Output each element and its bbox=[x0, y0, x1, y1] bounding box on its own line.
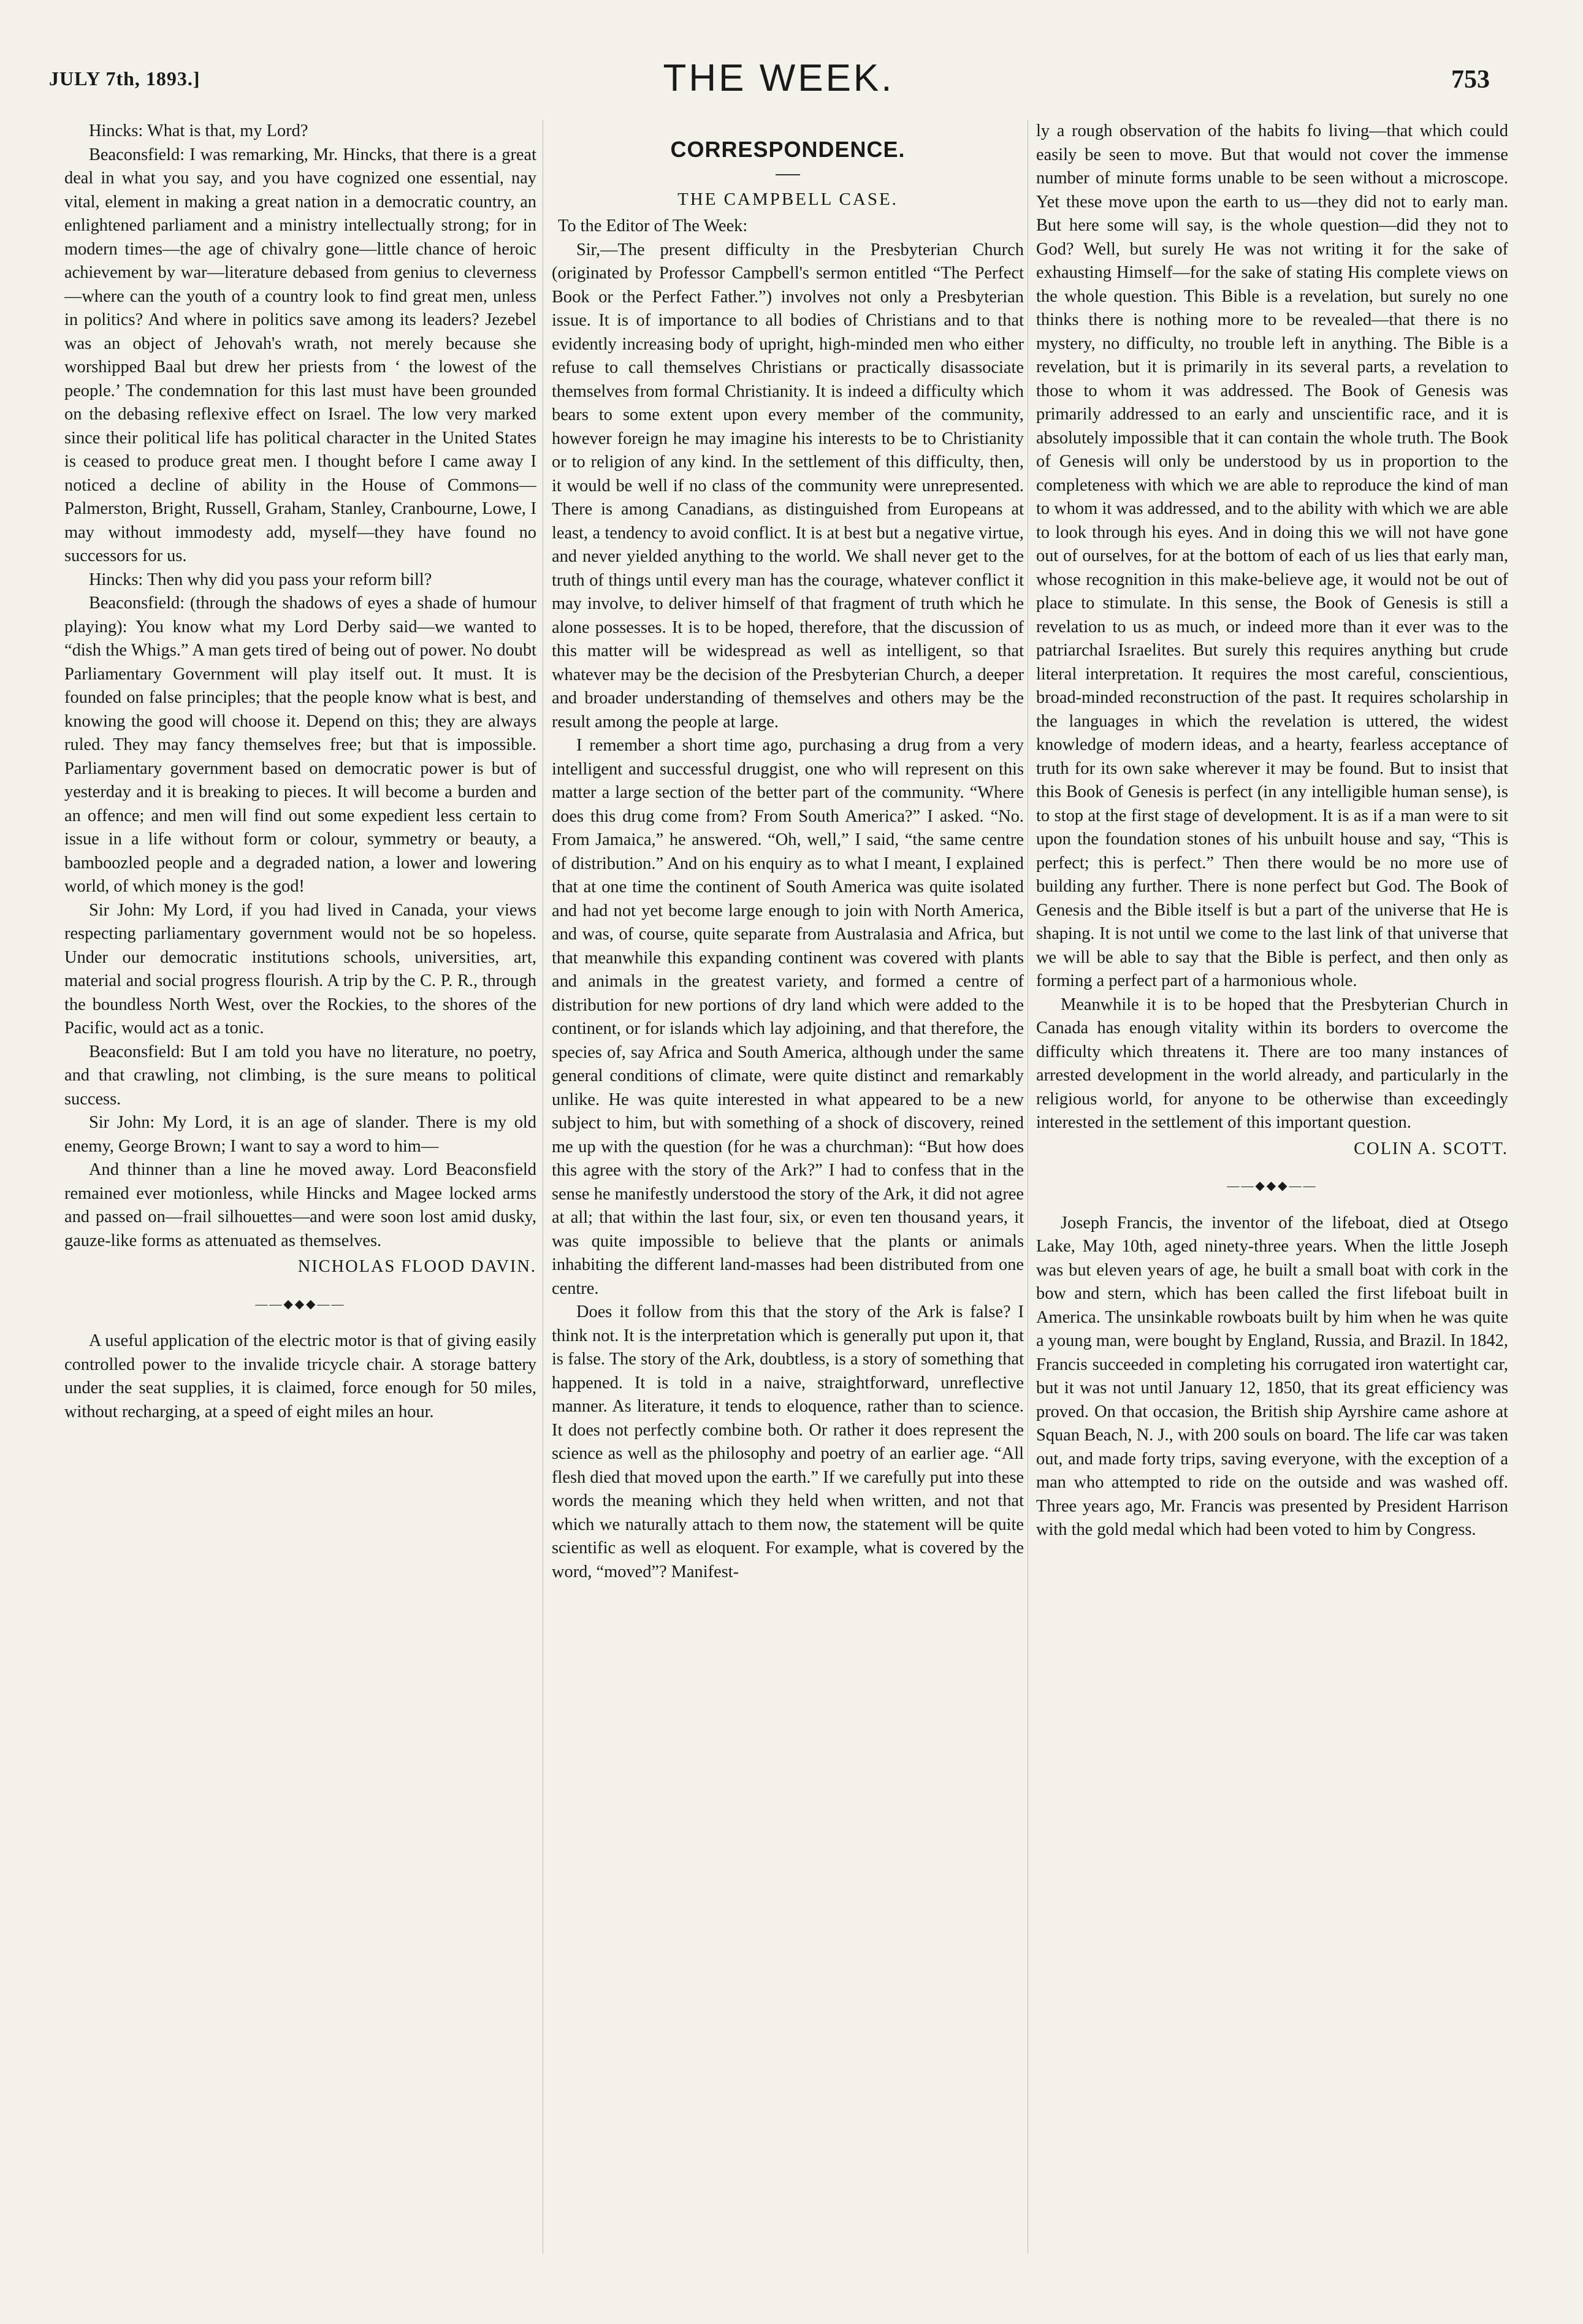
issue-date: JULY 7th, 1893.] bbox=[49, 67, 200, 90]
masthead bbox=[43, 43, 1514, 110]
article-title: THE CAMPBELL CASE. bbox=[677, 189, 898, 209]
author-signature: NICHOLAS FLOOD DAVIN. bbox=[297, 1257, 536, 1276]
heading-rule bbox=[776, 174, 800, 175]
letter-paragraph: I remember a short time ago, purchasing a drug from a very intelligent and successful druggist, one who will represent on this matter a large section of the better part of the community. “Where does this drug come from? From South America?” I asked. “No. From Jamaica,” he answered. “Oh, well,” I said, “the same centre of distribution.” And on his enquiry as to what I meant, I explained that at one time the continent of South America was quite isolated and had not yet become large enough to join with North America, and was, of course, quite separate from Australasia and Africa, but that meanwhile this expanding continent was covered with plants and animals in the greatest variety, and formed a centre of distribution for new portions of dry land which were added to the continent, or for islands which lay adjoining, and that therefore, the species of, say Africa and South America, although under the same general conditions of climate, were quite distinct and remarkably unlike. He was quite interested in what appeared to be a new subject to him, but with something of a shock of discovery, reined me up with the question (for he was a churchman): “But how does this agree with the story of the Ark?” I had to confess that in the sense he manifestly understood the story of the Ark, it did not agree at all; that within the last four, six, or even ten thousand years, it was quite impossible to believe that the plants or animals inhabiting the different land-masses had been distributed from one centre. bbox=[552, 736, 1024, 1298]
left-column bbox=[64, 120, 536, 2303]
dialogue-paragraph: Beaconsfield: But I am told you have no literature, no poetry, and that crawling, not climbing, is the sure means to political success. bbox=[64, 1042, 536, 1109]
publication-title: THE WEEK. bbox=[663, 57, 894, 99]
right-column bbox=[1036, 120, 1508, 2303]
dialogue-paragraph: Beaconsfield: (through the shadows of eyes a shade of humour playing): You know what my Lord Derby said—we wanted to “dish the Whigs.” A man gets tired of being out of power. No doubt Parliamentary Government will play itself out. It must. It is founded on false principles; that the people know what is best, and knowing the good will choose it. Depend on this; they are always ruled. They may fancy themselves free; but that is impossible. Parliamentary government based on democratic power is but of yesterday and it is breaking to pieces. It will become a burden and an offence; and men will find out some expedient less certain to issue in a life without form or colour, symmetry or beauty, a bamboozled people and a degraded nation, a lower and lowering world, of which money is the god! bbox=[64, 594, 536, 896]
letter-paragraph: Sir,—The present difficulty in the Presbyterian Church (originated by Professor Campbell's sermon entitled “The Perfect Book or the Perfect Father.”) involves not only a Presbyterian issue. It is of importance to all bodies of Christians and to that evidently increasing body of upright, high-minded men who either refuse to call themselves Christians or practically disassociate themselves from formal Christianity. It is indeed a difficulty which bears to some extent upon every member of the community, however foreign he may imagine his interests to be to Christianity or to religion of any kind. In the settlement of this difficulty, then, it would be well if no class of the community were unrepresented. There is among Canadians, as distinguished from Europeans at least, a tendency to avoid conflict. It is at best but a negative virtue, and never yielded anything to the world. We shall never get to the truth of things until every man has the courage, whatever conflict it may involve, to deliver himself of that fragment of truth which he alone possesses. It is to be hoped, therefore, that the discussion of this matter will be widespread as well as intelligent, so that whatever may be the decision of the Presbyterian Church, a deeper and broader understanding of themselves and others may be the result among the people at large. bbox=[552, 240, 1024, 732]
news-notice: A useful application of the electric motor is that of giving easily controlled power to the invalide tricycle chair. A storage battery under the seat supplies, it is claimed, force enough for 50 miles, without recharging, at a speed of eight miles an hour. bbox=[64, 1331, 536, 1421]
dialogue-paragraph: Hincks: Then why did you pass your reform bill? bbox=[89, 570, 432, 589]
section-ornament: ——◆◆◆—— bbox=[255, 1297, 346, 1311]
dialogue-paragraph: Sir John: My Lord, it is an age of slander. There is my old enemy, George Brown; I want to say a word to him— bbox=[64, 1113, 536, 1156]
dialogue-paragraph: Hincks: What is that, my Lord? bbox=[89, 121, 308, 140]
dialogue-paragraph: Sir John: My Lord, if you had lived in Canada, your views respecting parliamentary government would not be so hopeless. Under our democratic institutions schools, universities, art, material and social progress flourish. A trip by the C. P. R., through the boundless North West, over the Rockies, to the shores of the Pacific, would act as a tonic. bbox=[64, 900, 536, 1038]
dialogue-paragraph: And thinner than a line he moved away. Lord Beaconsfield remained ever motionless, while Hincks and Magee locked arms and passed on—frail silhouettes—and were soon lost amid dusky, gauze-like forms as attenuated as themselves. bbox=[64, 1160, 536, 1250]
middle-column bbox=[552, 120, 1024, 2303]
author-signature: COLIN A. SCOTT. bbox=[1354, 1139, 1508, 1158]
letter-salutation: To the Editor of The Week: bbox=[558, 216, 748, 235]
letter-paragraph: Meanwhile it is to be hoped that the Presbyterian Church in Canada has enough vitality within its borders to overcome the difficulty which threatens it. There are too many instances of arrested development in the world already, and particularly in the religious world, for anyone to be otherwise than exceedingly interested in the settlement of this important question. bbox=[1036, 995, 1508, 1132]
letter-paragraph: Does it follow from this that the story of the Ark is false? I think not. It is the interpretation which is generally put upon it, that is false. The story of the Ark, doubtless, is a story of something that happened. It is told in a naive, straightforward, unreflective manner. As literature, it tends to eloquence, rather than to science. It does not perfectly combine both. Or rather it does represent the science as well as the philosophy and poetry of an earlier age. “All flesh died that moved upon the earth.” If we carefully put into these words the meaning which they held when written, and not that which we naturally attach to them now, the statement will be quite scientific as well as eloquent. For example, what is covered by the word, “moved”? Manifest- bbox=[552, 1302, 1024, 1581]
page-number: 753 bbox=[1451, 66, 1490, 94]
dialogue-paragraph: Beaconsfield: I was remarking, Mr. Hincks, that there is a great deal in what you say, and you have cognized one essential, nay vital, element in making a great nation in a democratic country, an enlightened parliament and a ministry intellectually strong; for in modern times—the age of chivalry gone—little chance of heroic achievement by war—literature debased from genius to cleverness—where can the youth of a country look to find great men, unless in politics? And where in politics save among its leaders? Jezebel was an object of Jehovah's wrath, not merely because she worshipped Baal but drew her priests from ‘ the lowest of the people.’ The condemnation for this last must have been grounded on the debasing reflexive effect on Israel. The low very marked since their political life has political character in the United States is ceased to produce great men. I thought before I came away I noticed a decline of ability in the House of Commons—Palmerston, Bright, Russell, Graham, Stanley, Cranbourne, Lowe, I may without immodesty add, myself—they have found no successors for us. bbox=[64, 145, 536, 565]
section-ornament: ——◆◆◆—— bbox=[1227, 1179, 1318, 1193]
news-notice: Joseph Francis, the inventor of the lifeboat, died at Otsego Lake, May 10th, aged ninety-three years. When the little Joseph was but eleven years of age, he built a small boat with cork in the bow and stern, which has been called the first lifeboat built in America. The unsinkable rowboats built by him when he was quite a young man, were bought by England, Russia, and Brazil. In 1842, Francis succeeded in completing his corrugated iron watertight car, but it was not until January 12, 1850, that its great efficiency was proved. On that occasion, the British ship Ayrshire came ashore at Squan Beach, N. J., with 200 souls on board. The life car was taken out, and made forty trips, saving everyone, with the exception of a man who attempted to ride on the outside and was washed off. Three years ago, Mr. Francis was presented by President Harrison with the gold medal which had been voted to him by Congress. bbox=[1036, 1213, 1508, 1539]
letter-paragraph: ly a rough observation of the habits fo living—that which could easily be seen to move. But that would not cover the immense number of minute forms unable to be seen without a microscope. Yet these move upon the earth to us—they did not to early man. But here some will say, is the whole question—did they not to God? Well, but surely He was not writing it for the sake of exhausting Himself—for the sake of stating His complete views on the whole question. This Bible is a revelation, but surely no one thinks there is nothing more to be revealed—that there is no mystery, no difficulty, no trouble left in anything. The Bible is a revelation, but it is primarily in its several parts, a revelation to those to whom it was addressed. The Book of Genesis was primarily addressed to an early and unscientific race, and it is absolutely impossible that it can contain the whole truth. The Book of Genesis will only be understood by us in proportion to the completeness with which we are able to reproduce the kind of man to whom it was addressed, and to the ability with which we are able to look through his eyes. And in doing this we will not have gone out of ourselves, for at the bottom of each of us lies that early man, whose recognition in this make-believe age, it would not be out of place to stimulate. In this sense, the Book of Genesis is still a revelation to us as much, or indeed more than it ever was to the patriarchal Israelites. But surely this requires anything but crude literal interpretation. It requires the most careful, conscientious, broad-minded reconstruction of the past. It requires scholarship in the languages in which the revelation is uttered, the widest knowledge of modern ideas, and a hearty, fearless acceptance of truth for its own sake wherever it may be found. But to insist that this Book of Genesis is perfect (in any intelligible human sense), is to stop at the first stage of development. It is as if a man were to sit upon the foundation stones of his unbuilt house and say, “This is perfect; this is perfect.” Then there would be no more use of building any further. There is none perfect but God. The Book of Genesis and the Bible itself is but a part of the universe that He is shaping. It is not until we come to the last link of that universe that we will be able to say that the Bible is perfect, and then only as forming a perfect part of a harmonious whole. bbox=[1036, 121, 1508, 990]
section-heading: CORRESPONDENCE. bbox=[670, 137, 906, 162]
